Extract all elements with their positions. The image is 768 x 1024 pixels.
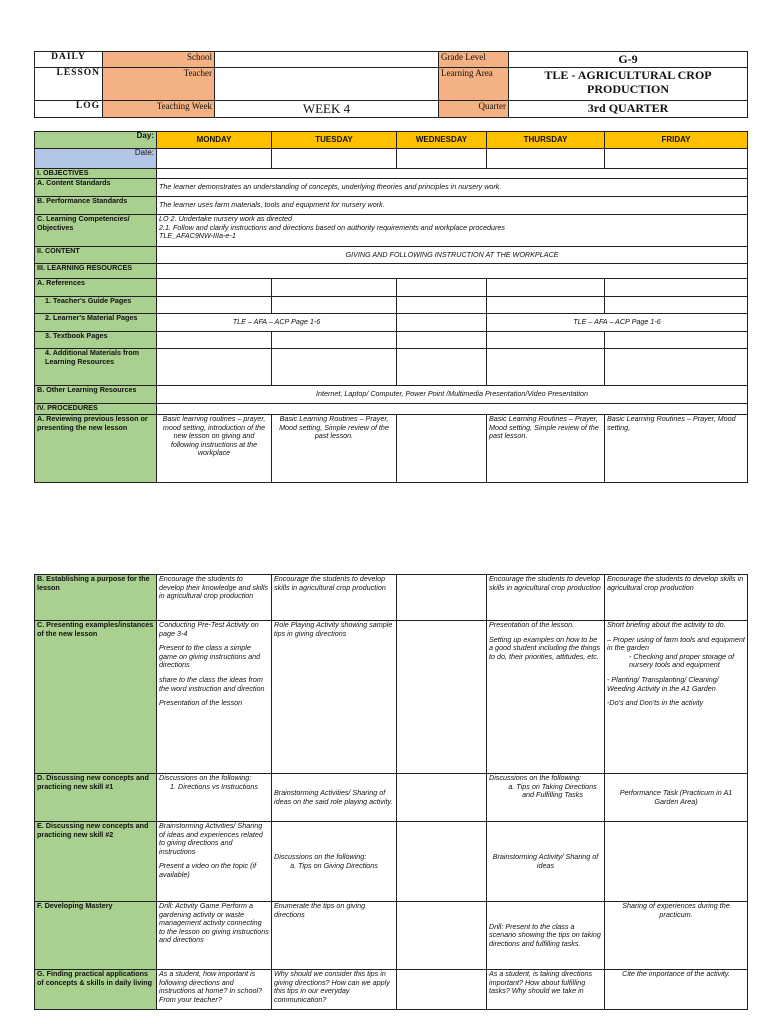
discussing-item: Present a video on the topic (if available) (159, 861, 257, 879)
lesson-plan-table-continued (34, 574, 748, 1010)
performance-standards: The learner uses farm materials, tools and equipment for nursery work. (157, 197, 748, 215)
presenting-item: – Proper using of farm tools and equipment in the garden (607, 634, 745, 653)
practical-friday: Cite the importance of the activity. (605, 970, 748, 1010)
presenting-item: Present to the class a simple game on giving instructions and directions (159, 643, 261, 670)
grade-value: G-9 (509, 52, 748, 68)
references-label: A. References (35, 279, 157, 297)
purpose-monday: Encourage the students to develop their knowledge and skills in agricultural crop production (157, 575, 272, 621)
presenting-item: share to the class the ideas from the word instruction and direction (159, 674, 265, 693)
reviewing-thursday: Basic Learning Routines – Prayer, Mood setting, Simple review of the past lesson. (487, 415, 605, 483)
mastery-tuesday: Enumerate the tips on giving directions (272, 902, 397, 970)
day-wednesday: WEDNESDAY (397, 132, 487, 149)
procedures-heading: IV. PROCEDURES (35, 404, 157, 415)
date-label: Date: (35, 149, 157, 169)
day-tuesday: TUESDAY (272, 132, 397, 149)
other-resources: Internet, Laptop/ Computer, Power Point /Multimedia Presentation/Video Presentation (157, 386, 748, 404)
lm-thu-fri: TLE – AFA – ACP Page 1-6 (487, 314, 748, 332)
school-label: School (103, 52, 215, 68)
lm-mon-tue: TLE – AFA – ACP Page 1-6 (157, 314, 397, 332)
grade-level-label: Grade Level (439, 52, 509, 68)
day-friday: FRIDAY (605, 132, 748, 149)
date-monday[interactable] (157, 149, 272, 169)
presenting-item: Presentation of the lesson. (489, 620, 575, 629)
discussing-intro: Discussions on the following: (274, 851, 367, 861)
discussing1-friday: Performance Task (Practicum in A1 Garden Area) (605, 774, 748, 822)
content-label: II. CONTENT (35, 247, 157, 264)
discussing2-monday (157, 822, 272, 902)
tg-label: 1. Teacher's Guide Pages (35, 297, 157, 314)
header-table (34, 51, 748, 118)
presenting-item: - Checking and proper storage of nursery tools and equipment (629, 651, 735, 670)
discussing1-thursday (487, 774, 605, 822)
additional-label: 4. Additional Materials from Learning Resources (35, 349, 157, 386)
lm-label: 2. Learner's Material Pages (35, 314, 157, 332)
reviewing-friday: Basic Learning Routines – Prayer, Mood setting, (605, 415, 748, 483)
discussing1-tuesday: Brainstorming Activities/ Sharing of ideas on the said role playing activity. (272, 774, 397, 822)
date-friday[interactable] (605, 149, 748, 169)
school-value[interactable] (215, 52, 439, 68)
discussing1-label: D. Discussing new concepts and practicing new skill #1 (35, 774, 157, 822)
lesson-plan-table (34, 131, 748, 483)
competencies-label: C. Learning Competencies/ Objectives (35, 215, 157, 247)
presenting-item: Presentation of the lesson (159, 698, 243, 708)
day-label: Day: (35, 132, 157, 149)
other-resources-label: B. Other Learning Resources (35, 386, 157, 404)
competency-line: LO 2. Undertake nursery work as directed (159, 214, 293, 223)
discussing-item: a. Tips on Taking Directions and Fulfilling Tasks (508, 781, 597, 800)
purpose-label: B. Establishing a purpose for the lesson (35, 575, 157, 621)
mastery-thursday: Drill: Present to the class a scenario showing the tips on taking directions and fulfilling tasks. (487, 902, 605, 970)
presenting-monday (157, 621, 272, 774)
date-thursday[interactable] (487, 149, 605, 169)
date-tuesday[interactable] (272, 149, 397, 169)
mastery-label: F. Developing Mastery (35, 902, 157, 970)
content-standards-label: A. Content Standards (35, 179, 157, 197)
mastery-friday: Sharing of experiences during the practicum. (605, 902, 748, 970)
teacher-label: Teacher (103, 68, 215, 101)
teaching-week-label: Teaching Week (103, 101, 215, 118)
content-standards: The learner demonstrates an understanding of concepts, underlying theories and principles in nursery work. (157, 179, 748, 197)
competencies (157, 215, 748, 247)
discussing2-thursday: Brainstorming Activity/ Sharing of ideas (487, 822, 605, 902)
performance-standards-label: B. Performance Standards (35, 197, 157, 215)
discussing1-monday (157, 774, 272, 822)
week-value: WEEK 4 (215, 101, 439, 118)
presenting-tuesday: Role Playing Activity showing sample tips in giving directions (272, 621, 397, 774)
discussing-intro: Discussions on the following: (489, 773, 582, 782)
learning-area-label: Learning Area (439, 68, 509, 101)
objectives-heading: I. OBJECTIVES (35, 169, 157, 179)
reviewing-monday: Basic learning routines – prayer, mood setting, introduction of the new lesson on giving and following instructions at the workplace (157, 415, 272, 483)
lesson-label: LESSON (35, 68, 103, 101)
teacher-value[interactable] (215, 68, 439, 101)
date-wednesday[interactable] (397, 149, 487, 169)
presenting-item: Conducting Pre-Test Activity on page 3-4 (159, 620, 259, 638)
quarter-value: 3rd QUARTER (509, 101, 748, 118)
quarter-label: Quarter (439, 101, 509, 118)
day-monday: MONDAY (157, 132, 272, 149)
learning-area-value: TLE - AGRICULTURAL CROP PRODUCTION (509, 68, 748, 101)
discussing-item: 1. Directions vs Instructions (170, 781, 258, 791)
competency-line: 2.1. Follow and clarify instructions and directions based on authority requirements and workplace procedures (159, 222, 505, 232)
presenting-item: - Planting/ Transplanting/ Cleaning/ Weeding Activity in the A1 Garden (607, 674, 719, 693)
practical-thursday: As a student, is taking directions important? How about fulfilling tasks? Why should we take in (487, 970, 605, 1010)
presenting-label: C. Presenting examples/instances of the new lesson (35, 621, 157, 774)
presenting-thursday (487, 621, 605, 774)
daily-label: DAILY (35, 52, 103, 68)
presenting-item: Short briefing about the activity to do. (607, 620, 726, 629)
discussing2-tuesday (272, 822, 397, 902)
discussing2-label: E. Discussing new concepts and practicing new skill #2 (35, 822, 157, 902)
log-label: LOG (35, 101, 103, 118)
tb-label: 3. Textbook Pages (35, 332, 157, 349)
presenting-item: Setting up examples on how to be a good student including the things to do, their priorities, attitudes, etc. (489, 634, 601, 661)
mastery-monday: Drill: Activity Game Perform a gardening activity or waste management activity connecting to the lesson on giving instructions and directions (157, 902, 272, 970)
discussing-intro: Discussions on the following: (159, 773, 252, 782)
practical-monday: As a student, how important is following directions and instructions at home? In school? From your teacher? (157, 970, 272, 1010)
purpose-thursday: Encourage the students to develop skills in agricultural crop production (487, 575, 605, 621)
presenting-friday (605, 621, 748, 774)
purpose-tuesday: Encourage the students to develop skills in agricultural crop production (272, 575, 397, 621)
practical-tuesday: Why should we consider this tips in giving directions? How can we apply this tips in our everyday communication? (272, 970, 397, 1010)
practical-label: G. Finding practical applications of concepts & skills in daily living (35, 970, 157, 1010)
resources-heading: III. LEARNING RESOURCES (35, 264, 157, 279)
presenting-item: -Do's and Don'ts in the activity (607, 698, 704, 708)
content-value: GIVING AND FOLLOWING INSTRUCTION AT THE WORKPLACE (157, 247, 748, 264)
day-thursday: THURSDAY (487, 132, 605, 149)
discussing-item: a. Tips on Giving Directions (290, 860, 378, 870)
discussing-item: Brainstorming Activities/ Sharing of ideas and experiences related to giving directions and instructions (159, 821, 263, 856)
reviewing-label: A. Reviewing previous lesson or presenting the new lesson (35, 415, 157, 483)
competency-code: TLE_AFAC9NW-IIIa-e-1 (159, 231, 236, 241)
purpose-friday: Encourage the students to develop skills in agricultural crop production (605, 575, 748, 621)
reviewing-tuesday: Basic Learning Routines – Prayer, Mood setting, Simple review of the past lesson. (272, 415, 397, 483)
